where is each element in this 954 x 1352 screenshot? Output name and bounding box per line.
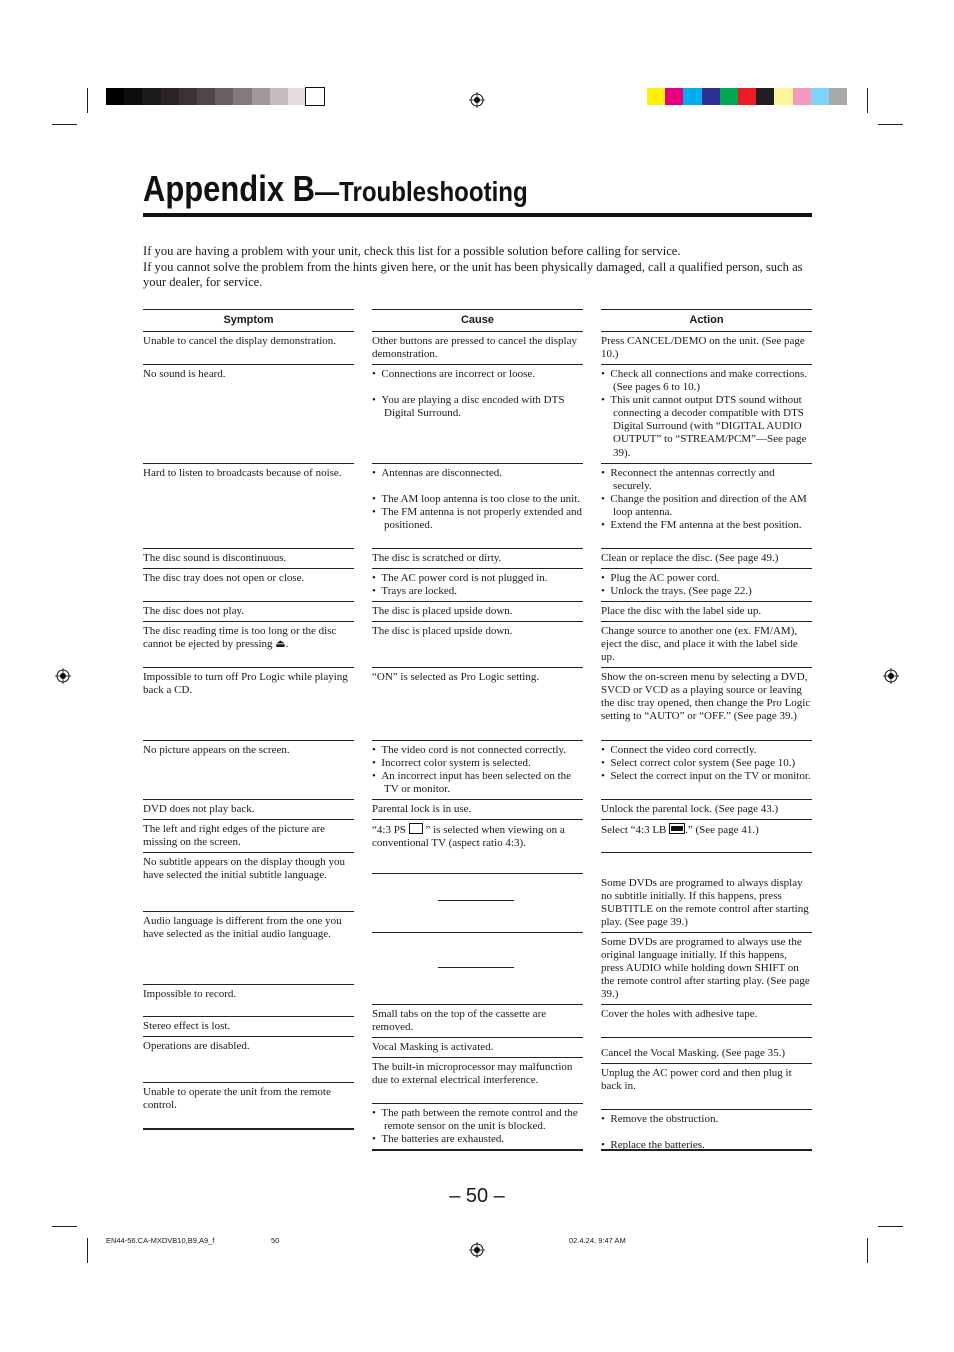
- symptom-cell: [143, 549, 354, 569]
- symptom-text: Operations are disabled.: [143, 1040, 250, 1052]
- action-cell: [601, 820, 812, 853]
- gray-swatch: [197, 88, 215, 105]
- cause-text: Parental lock is in use.: [372, 803, 472, 815]
- page-title: [143, 168, 528, 210]
- symptom-cell: [143, 800, 354, 820]
- gray-swatch: [142, 88, 160, 105]
- action-text: Select the correct input on the TV or monitor.: [610, 770, 811, 783]
- cause-cell: [372, 820, 583, 874]
- color-swatch: [756, 88, 774, 105]
- color-swatch: [738, 88, 756, 105]
- action-text: Change the position and direction of the AM loop antenna.: [610, 493, 807, 519]
- action-bullet: • Check all connections and make corrections. (See pages 6 to 10.): [601, 368, 808, 394]
- cause-bullet: • The FM antenna is not properly extended and positioned.: [372, 506, 583, 532]
- symptom-text: The disc does not play.: [143, 605, 245, 617]
- action-column: [601, 309, 812, 1151]
- symptom-cell: [143, 622, 354, 668]
- action-text: Press CANCEL/DEMO on the unit. (See page 10.): [601, 335, 805, 361]
- cause-text: The disc is placed upside down.: [372, 625, 513, 637]
- action-cell: [601, 668, 812, 741]
- cause-bullet: • Antennas are disconnected.: [372, 467, 503, 479]
- action-bullet: • Unlock the trays. (See page 22.): [601, 585, 752, 598]
- cause-bullet: • You are playing a disc encoded with DTS Digital Surround.: [372, 394, 565, 420]
- symptom-text: Hard to listen to broadcasts because of noise.: [143, 467, 342, 479]
- symptom-cell: [143, 602, 354, 622]
- symptom-cell: [143, 569, 354, 602]
- action-bullet: • Extend the FM antenna at the best position.: [601, 519, 802, 532]
- action-bullet: • Change the position and direction of the AM loop antenna.: [601, 493, 807, 519]
- cause-text: The AC power cord is not plugged in.: [381, 572, 548, 584]
- action-cell: [601, 464, 812, 549]
- symptom-column: [143, 309, 354, 1130]
- blank-line: [438, 900, 514, 901]
- action-bullet: • Reconnect the antennas correctly and securely.: [601, 467, 775, 493]
- symptom-cell: [143, 365, 354, 464]
- page-number: – 50 –: [449, 1185, 505, 1207]
- cause-column: [372, 309, 583, 1151]
- registration-mark-icon: [55, 668, 71, 684]
- cause-cell: [372, 569, 583, 602]
- action-text: Extend the FM antenna at the best position.: [610, 519, 802, 532]
- cause-cell: [372, 464, 583, 549]
- gray-swatch: [106, 88, 124, 105]
- action-text: Plug the AC power cord.: [610, 572, 720, 584]
- color-swatch: [811, 88, 829, 105]
- symptom-cell: [143, 985, 354, 1017]
- action-text-b: .” (See page 41.): [685, 824, 759, 836]
- color-swatch: [665, 88, 683, 105]
- cause-bullet: • Incorrect color system is selected.: [372, 757, 531, 770]
- cause-text: The AM loop antenna is too close to the unit.: [381, 493, 580, 506]
- action-text: Unplug the AC power cord and then plug it back in.: [601, 1067, 792, 1093]
- action-text: Cover the holes with adhesive tape.: [601, 1008, 758, 1020]
- action-cell: [601, 933, 812, 1005]
- footer-filename: EN44-56.CA-MXDVB10,B9,A9_f: [106, 1236, 215, 1245]
- cause-text: An incorrect input has been selected on the TV or monitor.: [381, 770, 572, 796]
- action-cell: [601, 874, 812, 933]
- action-text: This unit cannot output DTS sound without connecting a decoder compatible with DTS Digital Surround (with “DIGITAL AUDIO OUTPUT” to “STREAM/PCM”—See page 39).: [610, 394, 807, 459]
- gray-swatch: [124, 88, 142, 105]
- blank-line: [438, 967, 514, 968]
- cause-bullet: • The path between the remote control and the remote sensor on the unit is blocked.: [372, 1107, 578, 1133]
- symptom-text: The disc sound is discontinuous.: [143, 552, 287, 564]
- color-swatch: [683, 88, 701, 105]
- cause-text: [372, 823, 583, 850]
- color-swatch: [702, 88, 720, 105]
- action-cell: [601, 549, 812, 569]
- symptom-cell: [143, 1083, 354, 1130]
- symptom-text: Stereo effect is lost.: [143, 1020, 231, 1032]
- intro-text: [143, 244, 812, 291]
- color-swatch: [829, 88, 847, 105]
- symptom-cell: [143, 332, 354, 365]
- footer-datetime: 02.4.24, 9:47 AM: [569, 1236, 626, 1245]
- action-bullet: • Connect the video cord correctly.: [601, 744, 757, 756]
- cause-cell: [372, 1005, 583, 1038]
- symptom-cell: [143, 1037, 354, 1083]
- symptom-text: No subtitle appears on the display though you have selected the initial subtitle language.: [143, 856, 345, 882]
- action-text: Reconnect the antennas correctly and securely.: [610, 467, 775, 493]
- action-text: [601, 823, 812, 837]
- cause-text: Other buttons are pressed to cancel the display demonstration.: [372, 335, 577, 361]
- cause-bullet: • The AC power cord is not plugged in.: [372, 572, 548, 584]
- cause-cell: [372, 800, 583, 820]
- action-bullet: • Plug the AC power cord.: [601, 572, 720, 584]
- symptom-header: Symptom: [143, 309, 354, 332]
- symptom-text: No picture appears on the screen.: [143, 744, 290, 756]
- action-cell: [601, 365, 812, 464]
- gray-swatch: [179, 88, 197, 105]
- cause-text: The FM antenna is not properly extended and positioned.: [381, 506, 583, 532]
- registration-mark-icon: [883, 668, 899, 684]
- action-text: Some DVDs are programed to always display no subtitle initially. If this happens, press SUBTITLE on the remote control after starting play. (See page 39.): [601, 877, 809, 929]
- color-swatch: [647, 88, 665, 105]
- letterbox-icon: [669, 823, 685, 834]
- title-sub: —Troubleshooting: [315, 176, 528, 207]
- symptom-text: Unable to cancel the display demonstration.: [143, 335, 337, 347]
- title-rule: [143, 213, 812, 217]
- gray-swatch: [288, 88, 306, 105]
- color-swatch: [774, 88, 792, 105]
- intro-paragraph: If you are having a problem with your unit, check this list for a possible solution before calling for service.: [143, 244, 681, 258]
- action-text: Remove the obstruction.: [610, 1113, 719, 1125]
- action-text: Select correct color system (See page 10.): [610, 757, 796, 770]
- cause-cell: [372, 622, 583, 668]
- action-bullet: • Select the correct input on the TV or monitor.: [601, 770, 811, 783]
- action-text: Some DVDs are programed to always use the original language initially. If this happens, press AUDIO while holding down SHIFT on the remote control after starting play. (See page 39.): [601, 936, 810, 1001]
- action-text: Place the disc with the label side up.: [601, 605, 762, 617]
- action-header: Action: [601, 309, 812, 332]
- cause-text: Trays are locked.: [381, 585, 458, 598]
- color-swatch: [793, 88, 811, 105]
- intro-paragraph: If you cannot solve the problem from the hints given here, or the unit has been physically damaged, call a qualified person, such as your dealer, for service.: [143, 259, 803, 290]
- cause-text: The built-in microprocessor may malfunction due to external electrical interference.: [372, 1061, 573, 1087]
- symptom-text: Audio language is different from the one you have selected as the initial audio language.: [143, 915, 342, 941]
- action-text: Connect the video cord correctly.: [610, 744, 757, 756]
- action-cell: [601, 1110, 812, 1151]
- symptom-text: Impossible to turn off Pro Logic while playing back a CD.: [143, 671, 348, 697]
- cause-cell: [372, 741, 583, 800]
- action-cell: [601, 602, 812, 622]
- symptom-text: DVD does not play back.: [143, 803, 255, 815]
- symptom-cell: [143, 853, 354, 912]
- gray-swatch: [270, 88, 288, 105]
- cause-text: Incorrect color system is selected.: [381, 757, 531, 770]
- symptom-cell: [143, 464, 354, 549]
- symptom-cell: [143, 820, 354, 853]
- registration-mark-icon: [469, 92, 485, 108]
- symptom-cell: [143, 1017, 354, 1037]
- cause-text: The video cord is not connected correctly.: [381, 744, 567, 756]
- action-cell: [601, 800, 812, 820]
- cause-bullet: • Connections are incorrect or loose.: [372, 368, 535, 380]
- action-cell: [601, 741, 812, 800]
- cause-cell: [372, 668, 583, 741]
- cause-text: Antennas are disconnected.: [381, 467, 503, 479]
- action-bullet: • Replace the batteries.: [601, 1139, 705, 1152]
- cause-text: You are playing a disc encoded with DTS Digital Surround.: [381, 394, 565, 420]
- symptom-text: Unable to operate the unit from the remote control.: [143, 1086, 331, 1112]
- cause-cell-empty: [372, 874, 583, 933]
- cause-header: Cause: [372, 309, 583, 332]
- action-text: Unlock the parental lock. (See page 43.): [601, 803, 779, 815]
- title-main: Appendix B: [143, 168, 316, 209]
- action-cell: [601, 1064, 812, 1110]
- action-text: Unlock the trays. (See page 22.): [610, 585, 752, 598]
- cause-cell: [372, 332, 583, 365]
- symptom-text: Impossible to record.: [143, 988, 237, 1000]
- cause-cell: [372, 1038, 583, 1058]
- action-text: Cancel the Vocal Masking. (See page 35.): [601, 1047, 786, 1059]
- symptom-text: The disc tray does not open or close.: [143, 572, 305, 584]
- symptom-text: No sound is heard.: [143, 368, 226, 380]
- action-text: Show the on-screen menu by selecting a DVD, SVCD or VCD as a playing source or leaving the disc tray opened, then change the Pro Logic setting to “AUTO” or “OFF.” (See page 39.): [601, 671, 811, 723]
- action-bullet: • Remove the obstruction.: [601, 1113, 719, 1125]
- action-text: Replace the batteries.: [610, 1139, 705, 1152]
- cause-text: The disc is placed upside down.: [372, 605, 513, 617]
- action-text: Clean or replace the disc. (See page 49.): [601, 552, 779, 564]
- gray-swatch: [252, 88, 270, 105]
- cause-cell: [372, 365, 583, 464]
- symptom-text: The disc reading time is too long or the disc cannot be ejected by pressing ⏏.: [143, 625, 337, 651]
- color-swatch: [720, 88, 738, 105]
- cause-cell: [372, 549, 583, 569]
- registration-mark-icon: [469, 1242, 485, 1258]
- action-cell: [601, 332, 812, 365]
- symptom-cell: [143, 912, 354, 985]
- action-bullet: • Select correct color system (See page 10.): [601, 757, 796, 770]
- cause-cell-empty: [372, 933, 583, 1005]
- cause-text: Connections are incorrect or loose.: [381, 368, 535, 380]
- symptom-cell: [143, 668, 354, 741]
- gray-swatch: [161, 88, 179, 105]
- cause-bullet: • The video cord is not connected correctly.: [372, 744, 567, 756]
- action-spacer: [601, 853, 812, 874]
- action-cell: [601, 1044, 812, 1064]
- symptom-text: The left and right edges of the picture are missing on the screen.: [143, 823, 326, 849]
- cause-cell: [372, 1104, 583, 1151]
- cause-text: The batteries are exhausted.: [381, 1133, 505, 1146]
- gray-swatch: [233, 88, 251, 105]
- cause-bullet: • An incorrect input has been selected on the TV or monitor.: [372, 770, 572, 796]
- widescreen-box-icon: [409, 823, 423, 834]
- cause-text: “ON” is selected as Pro Logic setting.: [372, 671, 540, 683]
- cause-cell: [372, 602, 583, 622]
- cause-bullet: • Trays are locked.: [372, 585, 458, 598]
- action-text: Check all connections and make corrections. (See pages 6 to 10.): [610, 368, 808, 394]
- cause-bullet: • The batteries are exhausted.: [372, 1133, 505, 1146]
- cause-cell: [372, 1058, 583, 1104]
- footer-page: 50: [271, 1236, 280, 1245]
- action-bullet: • This unit cannot output DTS sound without connecting a decoder compatible with DTS Digital Surround (with “DIGITAL AUDIO OUTPUT” to “STREAM/PCM”—See page 39).: [601, 394, 807, 459]
- gray-swatch: [215, 88, 233, 105]
- action-text-a: Select “4:3 LB: [601, 824, 670, 836]
- cause-bullet: • The AM loop antenna is too close to the unit.: [372, 493, 580, 506]
- action-cell: [601, 622, 812, 668]
- cause-text-a: “4:3 PS: [372, 824, 409, 836]
- action-cell: [601, 1005, 812, 1038]
- action-text: Change source to another one (ex. FM/AM), eject the disc, and place it with the label side up.: [601, 625, 798, 664]
- symptom-cell: [143, 741, 354, 800]
- gray-swatch: [306, 88, 324, 105]
- cause-text-b: ” is selected when viewing on a conventional TV (aspect ratio 4:3).: [372, 824, 565, 850]
- action-cell: [601, 569, 812, 602]
- cause-text: The path between the remote control and the remote sensor on the unit is blocked.: [381, 1107, 578, 1133]
- cause-text: Vocal Masking is activated.: [372, 1041, 494, 1053]
- cause-text: Small tabs on the top of the cassette are removed.: [372, 1008, 547, 1034]
- cause-text: The disc is scratched or dirty.: [372, 552, 502, 564]
